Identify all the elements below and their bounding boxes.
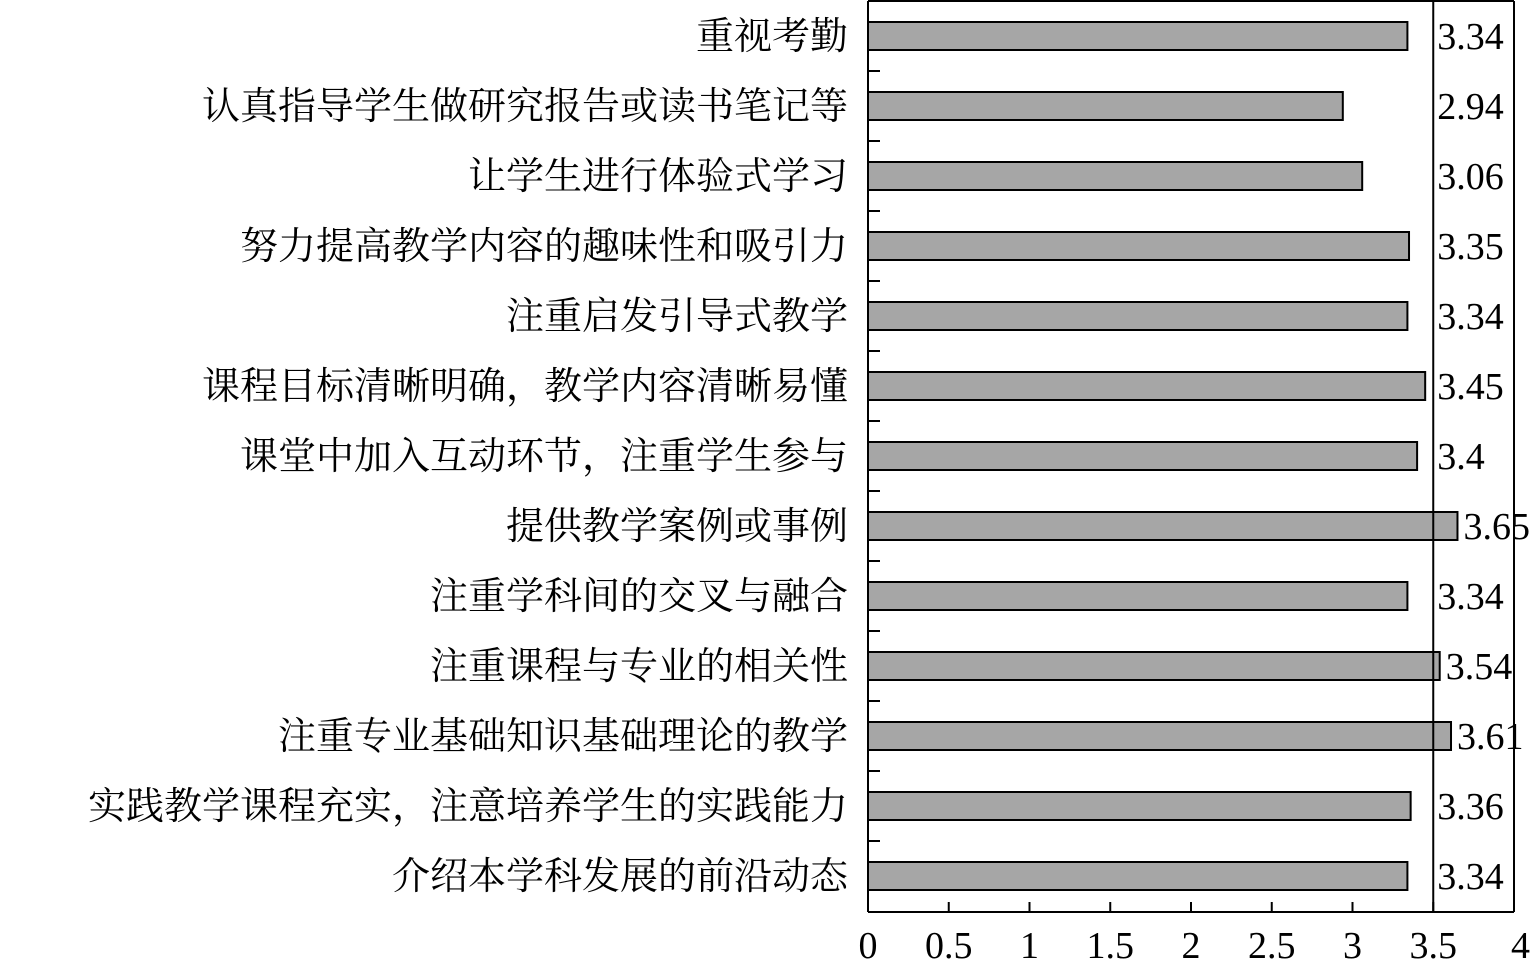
value-label: 3.54 — [1445, 646, 1513, 688]
bar — [868, 792, 1411, 820]
value-label: 3.06 — [1437, 156, 1504, 198]
category-label: 注重课程与专业的相关性 — [429, 644, 848, 688]
category-label: 重视考勤 — [695, 14, 848, 58]
bar — [868, 582, 1407, 610]
value-labels-group — [1437, 16, 1530, 898]
value-label: 3.45 — [1437, 366, 1504, 408]
value-label: 3.61 — [1457, 716, 1524, 758]
value-label: 3.34 — [1437, 576, 1504, 618]
value-label: 2.94 — [1437, 86, 1504, 128]
bar — [868, 862, 1407, 890]
category-label: 提供教学案例或事例 — [505, 504, 848, 548]
category-label: 努力提高教学内容的趣味性和吸引力 — [239, 224, 848, 268]
bar — [868, 512, 1457, 540]
category-label: 注重专业基础知识基础理论的教学 — [277, 714, 848, 758]
x-tick-label: 2.5 — [1248, 925, 1296, 967]
category-labels-group — [88, 14, 849, 898]
x-tick-label: 4 — [1511, 925, 1530, 967]
bar — [868, 302, 1407, 330]
category-label: 注重学科间的交叉与融合 — [429, 574, 848, 618]
value-label: 3.35 — [1437, 226, 1504, 268]
category-label: 课程目标清晰明确，教学内容清晰易懂 — [201, 364, 848, 408]
bar — [868, 92, 1343, 120]
x-tick-label: 1 — [1020, 925, 1039, 967]
value-label: 3.34 — [1437, 16, 1504, 58]
x-tick-label: 2 — [1181, 925, 1201, 967]
category-label: 介绍本学科发展的前沿动态 — [391, 854, 848, 898]
value-label: 3.34 — [1437, 296, 1504, 338]
x-tick-label: 0.5 — [925, 925, 973, 967]
x-tick-label: 0 — [858, 925, 878, 967]
value-label: 3.4 — [1437, 436, 1485, 478]
value-label: 3.34 — [1437, 856, 1504, 898]
x-tick-label: 3.5 — [1409, 925, 1457, 967]
bar — [868, 232, 1409, 260]
x-tick-label: 1.5 — [1086, 925, 1134, 967]
bar — [868, 162, 1362, 190]
category-label: 让学生进行体验式学习 — [467, 154, 848, 198]
bar — [868, 372, 1425, 400]
category-label: 实践教学课程充实，注意培养学生的实践能力 — [87, 784, 848, 828]
category-label: 注重启发引导式教学 — [505, 294, 848, 338]
value-label: 3.36 — [1437, 786, 1504, 828]
category-label: 课堂中加入互动环节，注重学生参与 — [239, 434, 848, 478]
bar — [868, 22, 1407, 50]
category-label: 认真指导学生做研究报告或读书笔记等 — [201, 84, 848, 128]
bars-group — [868, 22, 1457, 890]
value-label: 3.65 — [1463, 506, 1530, 548]
bar — [868, 722, 1451, 750]
bar — [868, 652, 1440, 680]
x-tick-label: 3 — [1343, 925, 1362, 967]
bar — [868, 442, 1417, 470]
